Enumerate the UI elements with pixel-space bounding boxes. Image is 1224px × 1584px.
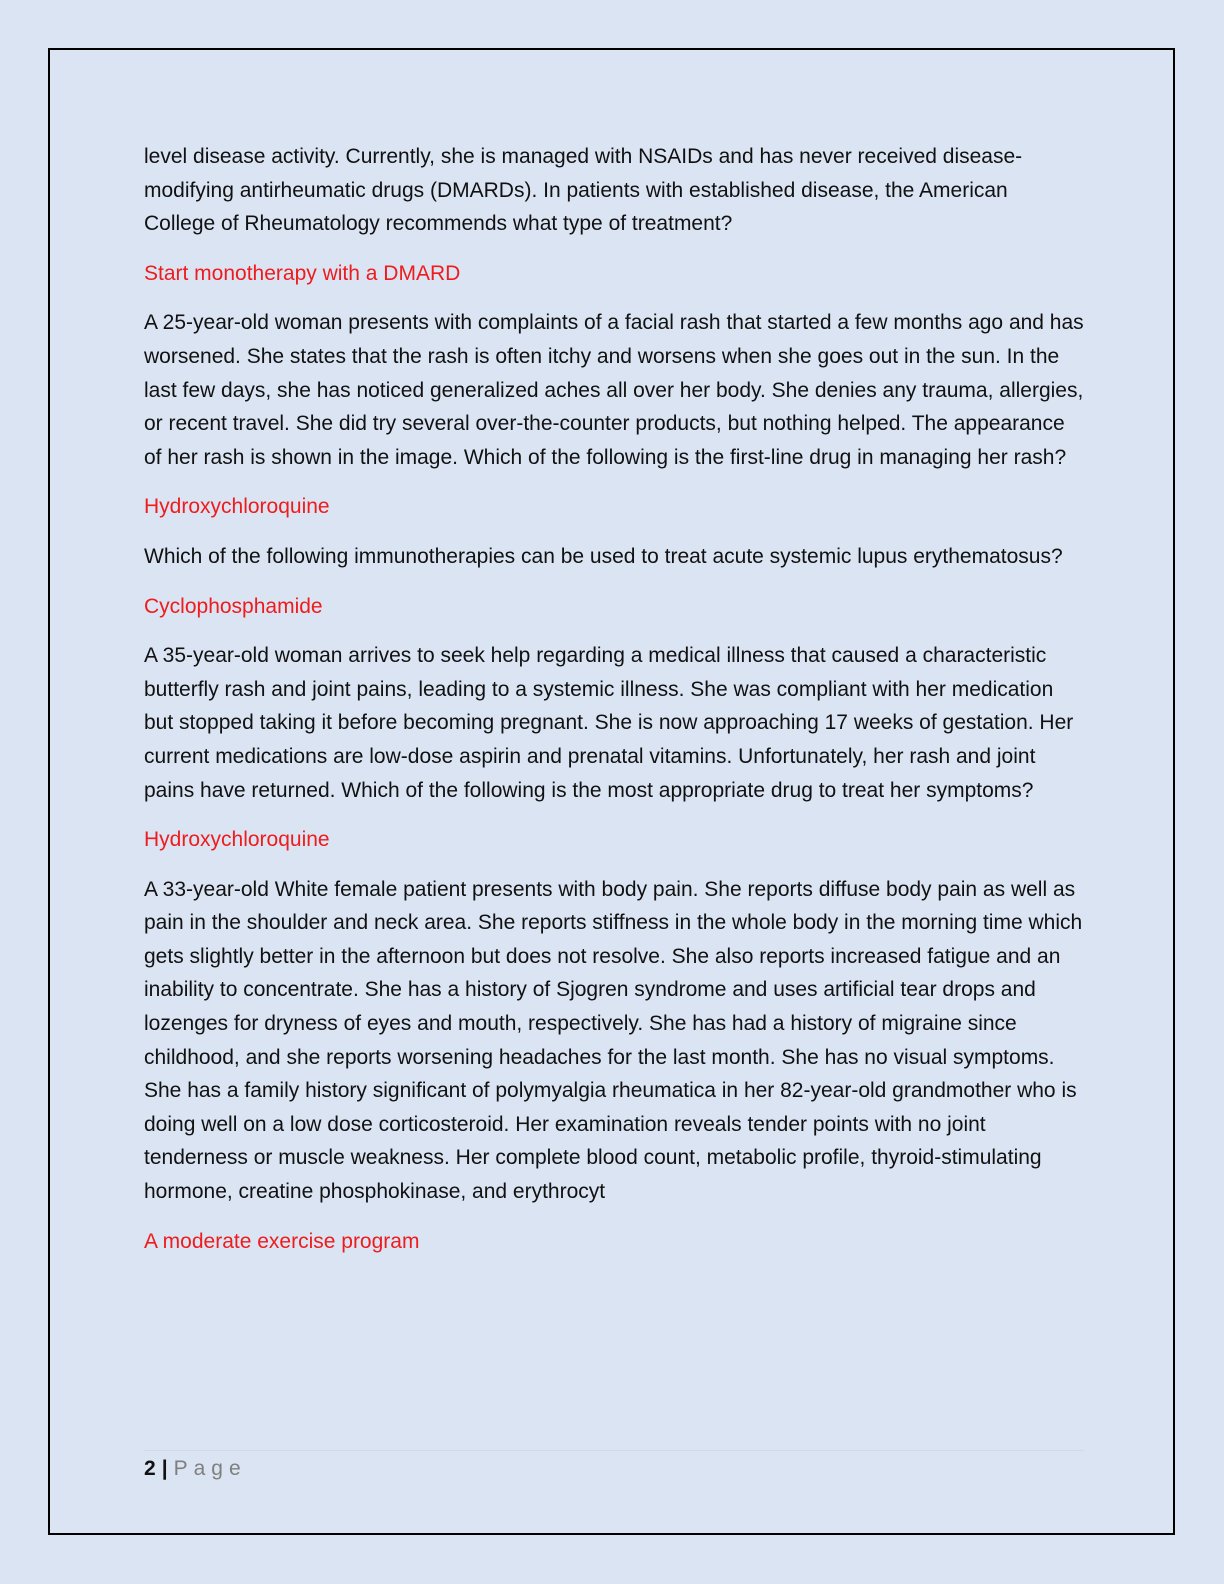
- answer-text: Hydroxychloroquine: [144, 828, 330, 852]
- answer-text: Start monotherapy with a DMARD: [144, 261, 461, 285]
- page-footer: [144, 1455, 247, 1483]
- footer-divider: [144, 1450, 1084, 1451]
- page-label: Page: [173, 1457, 247, 1480]
- question-text: A 25-year-old woman presents with complaints of a facial rash that started a few months ago and has worsened. She states that the rash is often itchy and worsens when she goes out in the sun. In the last few days, she has noticed generalized aches all over her body. She denies any trauma, allergies, or recent travel. She did try several over-the-counter products, but nothing helped. The appearance of her rash is shown in the image. Which of the following is the first-line drug in managing her rash?: [144, 311, 1084, 469]
- question-text: level disease activity. Currently, she is managed with NSAIDs and has never received disease-modifying antirheumatic drugs (DMARDs). In patients with established disease, the American College of Rheumatology recommends what type of treatment?: [144, 145, 1023, 236]
- answer-text: Cyclophosphamide: [144, 594, 323, 618]
- answer-text: A moderate exercise program: [144, 1229, 420, 1253]
- answer-text: Hydroxychloroquine: [144, 495, 330, 519]
- question-text: Which of the following immunotherapies can be used to treat acute systemic lupus erythematosus?: [144, 544, 1063, 568]
- footer-separator: |: [161, 1457, 168, 1480]
- page-number: 2: [144, 1457, 156, 1480]
- question-text: A 33-year-old White female patient presents with body pain. She reports diffuse body pain as well as pain in the shoulder and neck area. She reports stiffness in the whole body in the morning time which gets slightly better in the afternoon but does not resolve. She also reports increased fatigue and an inability to concentrate. She has a history of Sjogren syndrome and uses artificial tear drops and lozenges for dryness of eyes and mouth, respectively. She has had a history of migraine since childhood, and she reports worsening headaches for the last month. She has no visual symptoms. She has a family history significant of polymyalgia rheumatica in her 82-year-old grandmother who is doing well on a low dose corticosteroid. Her examination reveals tender points with no joint tenderness or muscle weakness. Her complete blood count, metabolic profile, thyroid-stimulating hormone, creatine phosphokinase, and erythrocyt: [144, 877, 1083, 1204]
- question-text: A 35-year-old woman arrives to seek help regarding a medical illness that caused a characteristic butterfly rash and joint pains, leading to a systemic illness. She was compliant with her medication but stopped taking it before becoming pregnant. She is now approaching 17 weeks of gestation. Her current medications are low-dose aspirin and prenatal vitamins. Unfortunately, her rash and joint pains have returned. Which of the following is the most appropriate drug to treat her symptoms?: [144, 644, 1074, 802]
- document-body: [144, 140, 1084, 1274]
